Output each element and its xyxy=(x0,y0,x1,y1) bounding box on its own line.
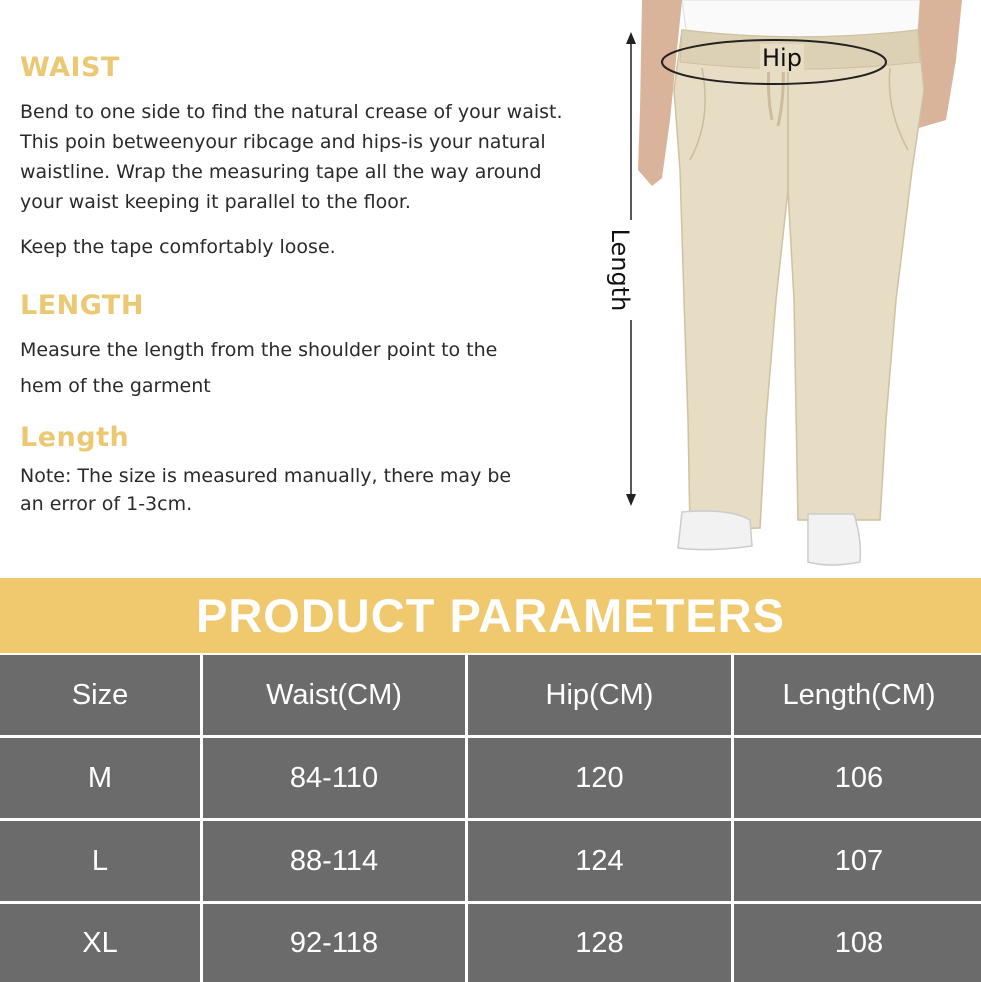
table-cell-length: 108 xyxy=(734,904,981,982)
hip-label: Hip xyxy=(762,44,802,72)
size-table xyxy=(0,655,981,981)
pants-illustration xyxy=(590,0,981,575)
table-header-length: Length(CM) xyxy=(734,655,981,735)
waist-heading: WAIST xyxy=(20,52,120,83)
table-cell-hip: 124 xyxy=(468,821,731,901)
table-header-hip: Hip(CM) xyxy=(468,655,731,735)
table-cell-hip: 120 xyxy=(468,738,731,818)
table-cell-size: L xyxy=(0,821,200,901)
table-cell-size: M xyxy=(0,738,200,818)
length-note-line-1: Note: The size is measured manually, there may be xyxy=(20,465,512,487)
table-header-waist: Waist(CM) xyxy=(203,655,465,735)
waist-line-2: This poin betweenyour ribcage and hips-is your natural xyxy=(20,131,546,153)
length-line-1: Measure the length from the shoulder point to the xyxy=(20,339,498,361)
length-description xyxy=(20,332,497,404)
waist-note: Keep the tape comfortably loose. xyxy=(20,236,336,258)
banner-title: PRODUCT PARAMETERS xyxy=(196,589,785,642)
table-cell-waist: 92-118 xyxy=(203,904,465,982)
table-cell-size: XL xyxy=(0,904,200,982)
length-line-2: hem of the garment xyxy=(20,375,211,397)
table-cell-waist: 84-110 xyxy=(203,738,465,818)
table-cell-length: 107 xyxy=(734,821,981,901)
length-label: Length xyxy=(606,220,634,320)
table-cell-waist: 88-114 xyxy=(203,821,465,901)
length-heading: LENGTH xyxy=(20,290,144,321)
length-note-heading: Length xyxy=(20,422,130,453)
table-header-size: Size xyxy=(0,655,200,735)
length-note-text xyxy=(20,462,511,518)
waist-description xyxy=(20,97,563,217)
waist-line-4: your waist keeping it parallel to the floor. xyxy=(20,191,411,213)
table-cell-hip: 128 xyxy=(468,904,731,982)
waist-line-1: Bend to one side to find the natural crease of your waist. xyxy=(20,101,563,123)
table-cell-length: 106 xyxy=(734,738,981,818)
product-figure xyxy=(590,0,981,575)
product-parameters-banner xyxy=(0,578,981,653)
length-note-line-2: an error of 1-3cm. xyxy=(20,493,193,515)
waist-line-3: waistline. Wrap the measuring tape all the way around xyxy=(20,161,542,183)
